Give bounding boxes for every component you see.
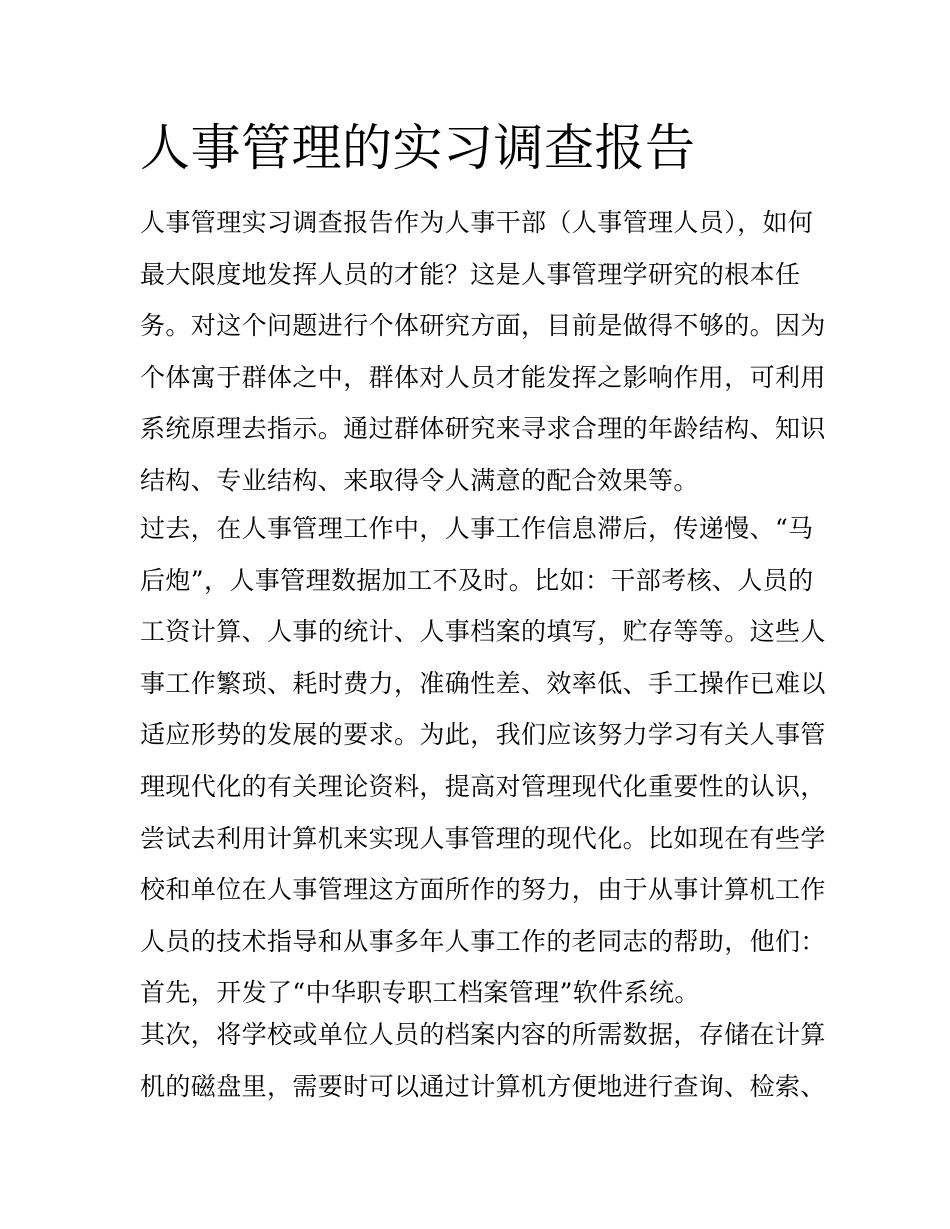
paragraph-line: 人事管理实习调查报告作为人事干部（人事管理人员），如何 [140,208,814,237]
paragraph-line: 理现代化的有关理论资料，提高对管理现代化重要性的认识， [140,771,826,801]
paragraph [140,1009,830,1112]
paragraph-line: 工资计算、人事的统计、人事档案的填写，贮存等等。这些人 [140,617,826,647]
paragraph-line: 事工作繁琐、耗时费力，准确性差、效率低、手工操作已难以 [140,668,826,698]
paragraph-line: 个体寓于群体之中，群体对人员才能发挥之影响作用，可利用 [140,362,826,392]
paragraph [140,503,830,1019]
paragraph-line: 后炮”，人事管理数据加工不及时。比如：干部考核、人员的 [140,565,814,595]
paragraph-line: 人员的技术指导和从事多年人事工作的老同志的帮助，他们： [140,926,826,956]
paragraph [140,197,830,507]
document-title: 人事管理的实习调查报告 [140,119,696,177]
paragraph-line: 系统原理去指示。通过群体研究来寻求合理的年龄结构、知识 [140,414,826,444]
paragraph-line: 机的磁盘里，需要时可以通过计算机方便地进行查询、检索、 [140,1071,826,1101]
paragraph-line: 首先，开发了“中华职专职工档案管理”软件系统。 [140,978,700,1008]
paragraph-line: 校和单位在人事管理这方面所作的努力，由于从事计算机工作 [140,875,826,905]
paragraph-line: 结构、专业结构、来取得令人满意的配合效果等。 [140,465,699,495]
paragraph-line: 务。对这个问题进行个体研究方面，目前是做得不够的。因为 [140,311,826,341]
paragraph-line: 适应形势的发展的要求。为此，我们应该努力学习有关人事管 [140,720,826,750]
paragraph-line: 过去，在人事管理工作中，人事工作信息滞后，传递慢、“马 [140,514,814,543]
paragraph-line: 最大限度地发挥人员的才能？这是人事管理学研究的根本任 [140,259,801,289]
paragraph-line: 尝试去利用计算机来实现人事管理的现代化。比如现在有些学 [140,823,826,853]
paragraph-line: 其次，将学校或单位人员的档案内容的所需数据，存储在计算 [140,1020,826,1049]
